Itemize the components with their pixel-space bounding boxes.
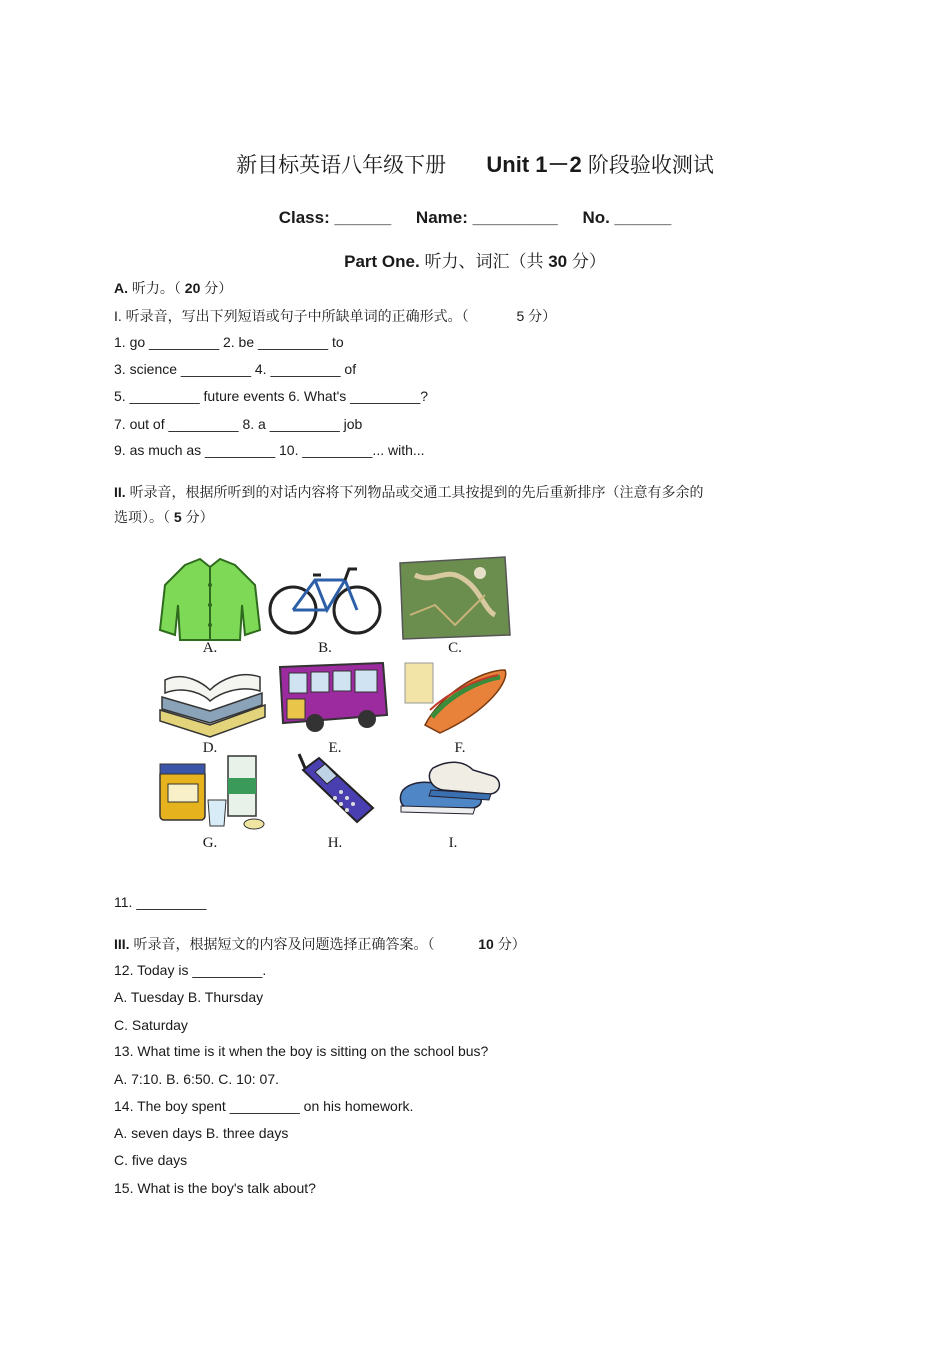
list-item: A. 7:10. B. 6:50. C. 10: 07.	[114, 1071, 279, 1087]
section-a-text: 听力。（	[131, 280, 181, 296]
picture-f	[400, 655, 520, 755]
section-ii-unit: 分）	[185, 509, 214, 525]
page-title	[0, 148, 950, 179]
section-iii-label: III.	[114, 936, 130, 952]
picture-b	[265, 555, 385, 655]
bus-icon	[275, 655, 395, 740]
list-item: C. five days	[114, 1152, 188, 1168]
answer-line: 11. _________	[114, 894, 207, 910]
map-icon	[395, 555, 515, 645]
list-item: 13. What time is it when the boy is sitting on the school bus?	[114, 1043, 489, 1059]
title-cn-right: 阶段验收测试	[587, 153, 714, 177]
class-field: Class: ______	[278, 208, 392, 227]
part-unit: 分）	[571, 252, 606, 271]
title-cn-left: 新目标英语八年级下册	[236, 153, 447, 177]
section-a-label: A.	[114, 280, 128, 296]
list-item: 7. out of _________ 8. a _________ job	[114, 416, 363, 432]
part-label: Part One.	[344, 252, 420, 271]
section-i-heading	[114, 306, 556, 326]
hotdog-icon	[400, 655, 520, 740]
part-heading	[0, 247, 950, 272]
medicine-icon	[150, 750, 270, 835]
picture-label: G.	[202, 835, 218, 851]
name-field: Name: _________	[415, 208, 558, 227]
list-item: C. Saturday	[114, 1017, 188, 1033]
section-ii-heading-cont	[114, 507, 214, 527]
part-text: 听力、词汇（共	[424, 252, 544, 271]
section-i-label: I.	[114, 308, 122, 324]
picture-label: D.	[202, 740, 218, 756]
picture-h	[275, 750, 395, 850]
section-ii-text: 听录音，根据所听到的对话内容将下列物品或交通工具按提到的先后重新排序（注意有多余的	[129, 484, 704, 500]
part-score: 30	[548, 252, 568, 271]
list-item: 9. as much as _________ 10. _________... with...	[114, 442, 425, 458]
title-unit: Unit 1－2	[486, 152, 582, 177]
section-a-heading	[114, 278, 232, 298]
picture-i	[393, 750, 513, 850]
list-item: 14. The boy spent _________ on his homework.	[114, 1098, 414, 1114]
number-field: No. ______	[582, 208, 672, 227]
section-a-unit: 分）	[204, 280, 233, 296]
cellphone-icon	[275, 750, 395, 835]
section-i-score: 5	[516, 308, 525, 324]
picture-grid	[150, 555, 520, 855]
section-ii-text2: 选项）。（	[114, 509, 170, 525]
section-i-text: 听录音，写出下列短语或句子中所缺单词的正确形式。（	[125, 308, 469, 324]
picture-d	[150, 655, 270, 755]
list-item: A. Tuesday B. Thursday	[114, 989, 264, 1005]
jacket-icon	[150, 555, 270, 645]
picture-e	[275, 655, 395, 755]
list-item: 12. Today is _________.	[114, 962, 267, 978]
list-item: 5. _________ future events 6. What's _________?	[114, 388, 429, 404]
bicycle-icon	[265, 555, 385, 645]
section-i-unit: 分）	[528, 308, 557, 324]
section-iii-unit: 分）	[497, 936, 526, 952]
picture-label: F.	[454, 740, 466, 756]
picture-label: B.	[318, 640, 332, 656]
section-ii-label: II.	[114, 484, 126, 500]
picture-label: I.	[448, 835, 458, 851]
student-info	[0, 208, 950, 228]
section-iii-score: 10	[478, 936, 494, 952]
picture-a	[150, 555, 270, 655]
section-ii-score: 5	[173, 509, 182, 525]
picture-g	[150, 750, 270, 850]
books-icon	[150, 655, 270, 740]
section-iii-heading	[114, 934, 526, 954]
sneakers-icon	[393, 750, 513, 835]
picture-label: A.	[202, 640, 218, 656]
section-a-score: 20	[184, 280, 201, 296]
picture-label: E.	[328, 740, 342, 756]
section-ii-heading	[114, 482, 704, 502]
list-item: A. seven days B. three days	[114, 1125, 289, 1141]
section-iii-text: 听录音，根据短文的内容及问题选择正确答案。（	[133, 936, 435, 952]
picture-label: H.	[327, 835, 343, 851]
picture-c	[395, 555, 515, 655]
list-item: 15. What is the boy's talk about?	[114, 1180, 316, 1196]
list-item: 1. go _________ 2. be _________ to	[114, 334, 344, 350]
list-item: 3. science _________ 4. _________ of	[114, 361, 357, 377]
picture-label: C.	[448, 640, 462, 656]
